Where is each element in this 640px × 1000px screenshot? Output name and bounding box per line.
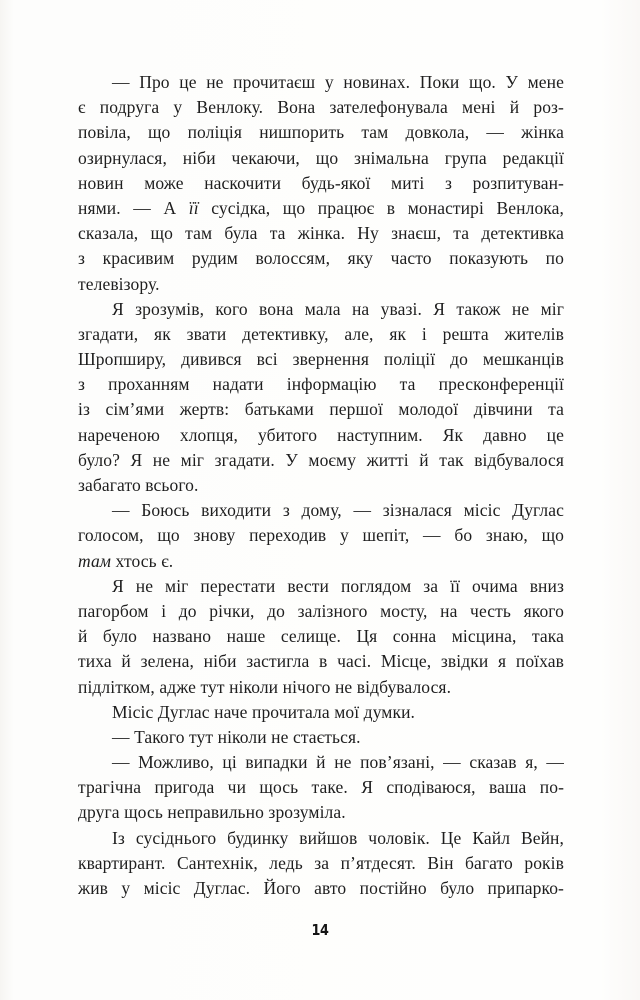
text-run: з красивим рудим волоссям, яку часто показують по [78,248,564,269]
text-line [78,171,564,196]
text-line [78,70,564,95]
text-run: повіла, що поліція нишпорить там довкола, — жінка [78,122,564,143]
paragraph [78,700,564,725]
text-run: сусідка, що працює в монастирі Венлока, [198,197,564,218]
paragraph [78,750,564,826]
text-line [78,221,564,246]
text-line [78,700,564,725]
text-line [78,423,564,448]
text-run: — Боюсь виходити з дому, — зізналася місіс Дуглас [112,500,564,521]
text-run: Місіс Дуглас наче прочитала мої думки. [112,701,416,722]
page-number: 14 [311,921,329,939]
text-line [78,347,564,372]
text-line [78,523,564,548]
text-line [78,876,564,901]
emphasized-text: її [188,197,199,218]
paragraph [78,498,564,574]
text-run: Із сусіднього будинку вийшов чоловік. Це Кайл Вейн, [112,827,564,848]
emphasized-text: там [78,550,112,571]
paragraph [78,574,564,700]
text-run: згадати, як звати детективку, але, як і решта жителів [78,323,564,344]
text-line [78,397,564,422]
text-line [78,95,564,120]
text-run: й було названо наше селище. Ця сонна місцина, така [78,626,564,647]
text-run: — Можливо, ці випадки й не пов’язані, — сказав я, — [112,752,564,773]
text-run: — Такого тут ніколи не стається. [112,726,361,747]
text-run: — Про це не прочитаєш у новинах. Поки що. У мене [112,72,564,92]
text-run: тиха й зелена, ніби застигла в часі. Місце, звідки я поїхав [78,651,564,672]
text-run: друга щось неправильно зрозуміла. [78,802,346,823]
text-line [78,775,564,800]
text-run: телевізору. [78,273,160,294]
text-run: Я зрозумів, кого вона мала на увазі. Я також не міг [112,298,564,319]
text-line [78,549,564,574]
text-line [78,322,564,347]
text-run: підлітком, адже тут ніколи нічого не відбувалося. [78,676,452,697]
text-line [78,851,564,876]
text-run: трагічна пригода чи щось таке. Я сподіваюся, ваша по- [78,777,564,798]
paragraph [78,70,564,297]
text-run: квартирант. Сантехнік, ледь за п’ятдесят. Він багато років [78,852,564,873]
text-line [78,624,564,649]
text-line [78,750,564,775]
text-line [78,649,564,674]
text-block [78,70,564,901]
text-run: голосом, що знову переходив у шепіт, — бо знаю, що [78,525,564,546]
text-run: із сім’ями жертв: батьками першої молодої дівчини та [78,399,564,420]
text-run: забагато всього. [78,475,199,495]
text-run: нареченою хлопця, убитого наступним. Як давно це [78,424,564,445]
text-line [78,297,564,322]
text-run: сказала, що там була та жінка. Ну знаєш, та детективка [78,223,564,244]
text-line [78,246,564,271]
text-line [78,372,564,397]
text-line [78,826,564,851]
text-line [78,725,564,750]
text-line [78,473,564,498]
text-line [78,146,564,171]
text-run: жив у місіс Дуглас. Його авто постійно було припарко- [78,878,564,898]
paragraph [78,826,564,902]
text-run: хтось є. [111,550,174,571]
text-line [78,675,564,700]
text-line [78,272,564,297]
text-run: нями. — А [78,197,189,218]
text-run: озирнулася, ніби чекаючи, що знімальна група редакції [78,147,564,168]
text-run: Я не міг перестати вести поглядом за її очима вниз [112,575,564,596]
text-run: пагорбом і до річки, до залізного мосту, на честь якого [78,600,564,621]
text-line [78,120,564,145]
paragraph [78,725,564,750]
text-line [78,498,564,523]
text-line [78,196,564,221]
paragraph [78,297,564,499]
text-run: з проханням надати інформацію та пресконференції [78,374,564,395]
text-line [78,448,564,473]
text-run: є подруга у Венлоку. Вона зателефонувала мені й роз- [78,97,564,118]
text-run: Шропширу, дивився всі звернення поліції до мешканців [78,349,564,370]
text-line [78,574,564,599]
text-run: новин може наскочити будь-якої миті з розпитуван- [78,172,564,193]
text-run: було? Я не міг згадати. У моєму житті й так відбувалося [78,449,564,470]
text-line [78,599,564,624]
text-line [78,800,564,825]
